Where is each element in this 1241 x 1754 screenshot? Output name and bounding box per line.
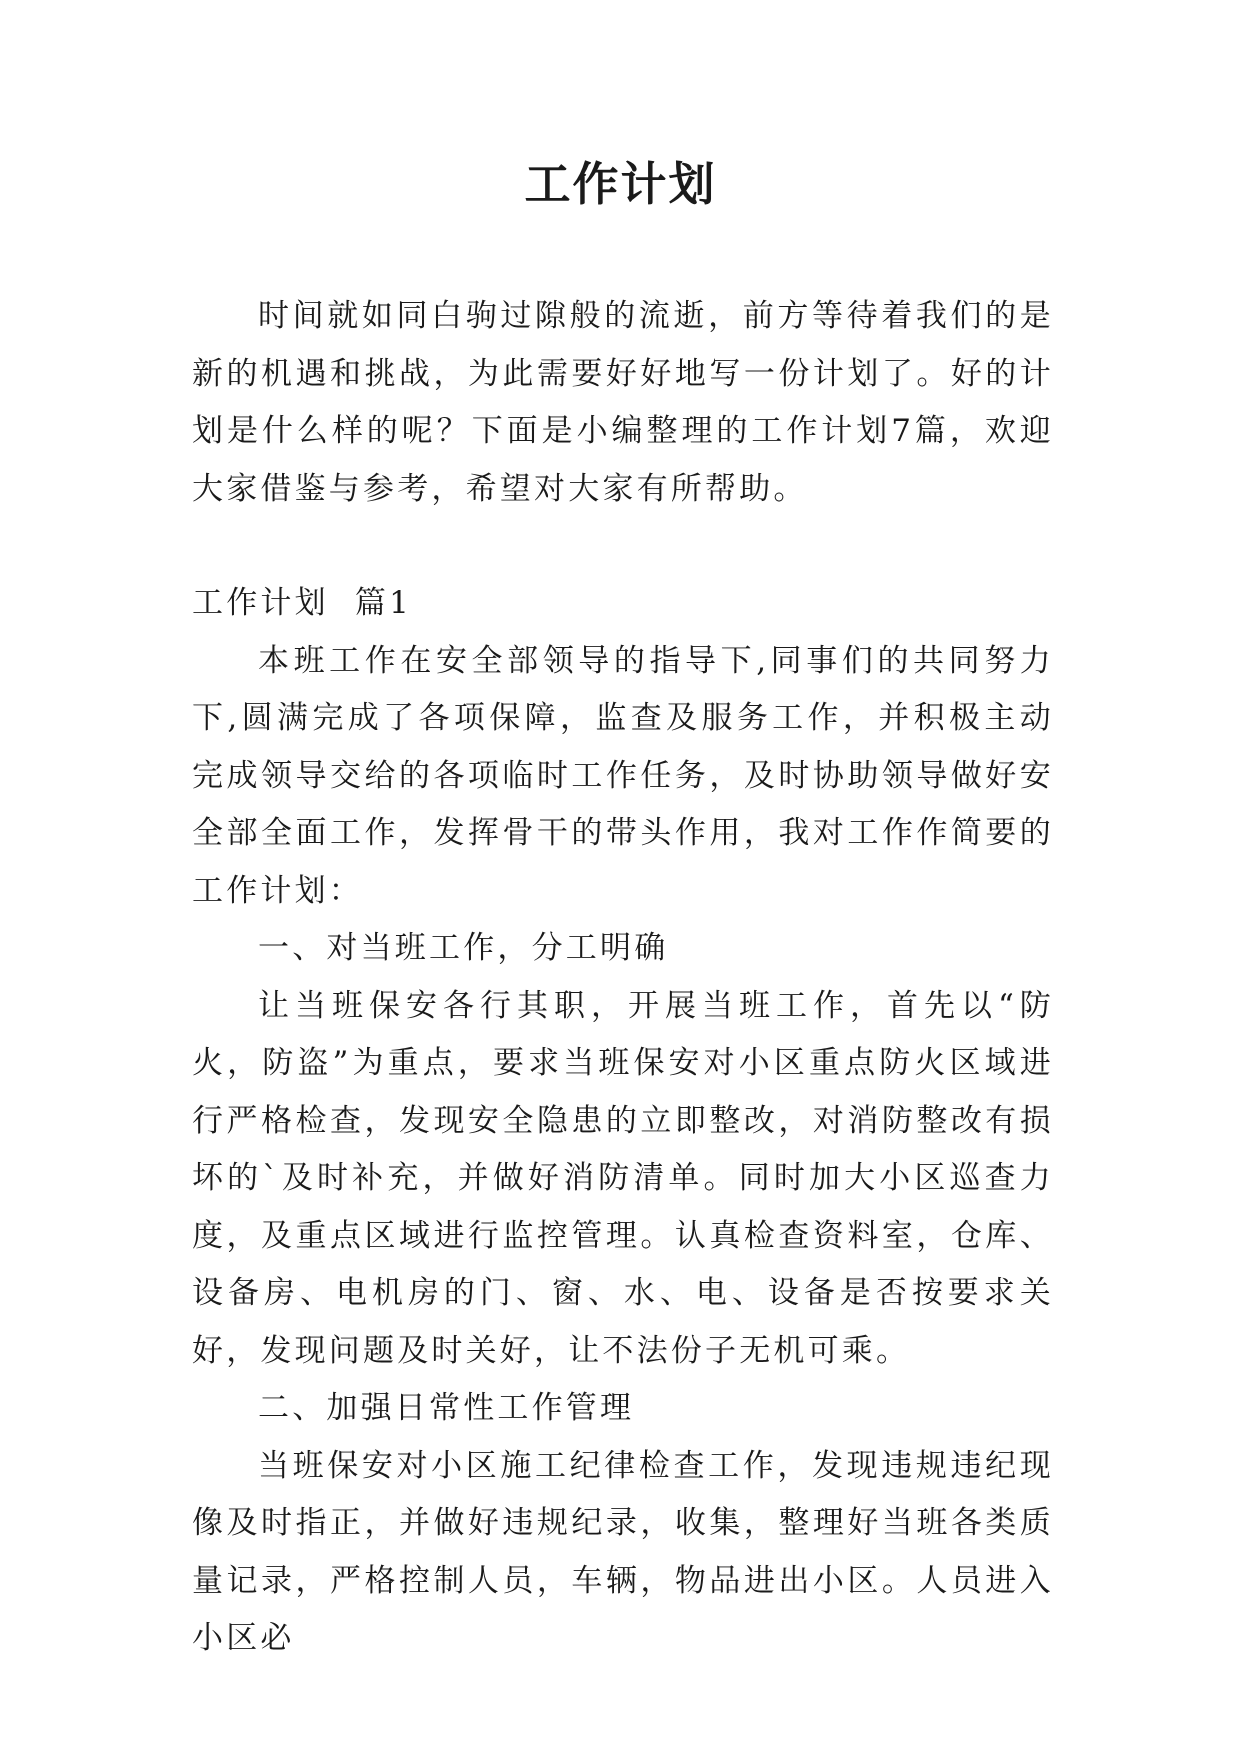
document-title: 工作计划: [524, 157, 717, 211]
document-body: [192, 288, 1054, 1668]
body-paragraph: 本班工作在安全部领导的指导下,同事们的共同努力下,圆满完成了各项保障，监查及服务工作，并积极主动完成领导交给的各项临时工作任务，及时协助领导做好安全部全面工作，发挥骨干的带头作用，我对工作作简要的工作计划：: [192, 642, 1054, 909]
section-heading: 工作计划 篇1: [192, 585, 413, 621]
subheading-two: 二、加强日常性工作管理: [258, 1390, 635, 1426]
body-paragraph: 当班保安对小区施工纪律检查工作，发现违规违纪现像及时指正，并做好违规纪录，收集，整理好当班各类质量记录，严格控制人员，车辆，物品进出小区。人员进入小区必: [192, 1447, 1054, 1656]
paragraph-gap: [192, 518, 1054, 575]
subheading-one: 一、对当班工作，分工明确: [258, 930, 669, 966]
intro-paragraph: 时间就如同白驹过隙般的流逝，前方等待着我们的是新的机遇和挑战，为此需要好好地写一份计划了。好的计划是什么样的呢？下面是小编整理的工作计划7篇，欢迎大家借鉴与参考，希望对大家有所帮助。: [192, 298, 1054, 507]
body-paragraph: 让当班保安各行其职，开展当班工作，首先以“防火，防盗”为重点，要求当班保安对小区重点防火区域进行严格检查，发现安全隐患的立即整改，对消防整改有损坏的`及时补充，并做好消防清单。同时加大小区巡查力度，及重点区域进行监控管理。认真检查资料室，仓库、设备房、电机房的门、窗、水、电、设备是否按要求关好，发现问题及时关好，让不法份子无机可乘。: [192, 987, 1054, 1369]
